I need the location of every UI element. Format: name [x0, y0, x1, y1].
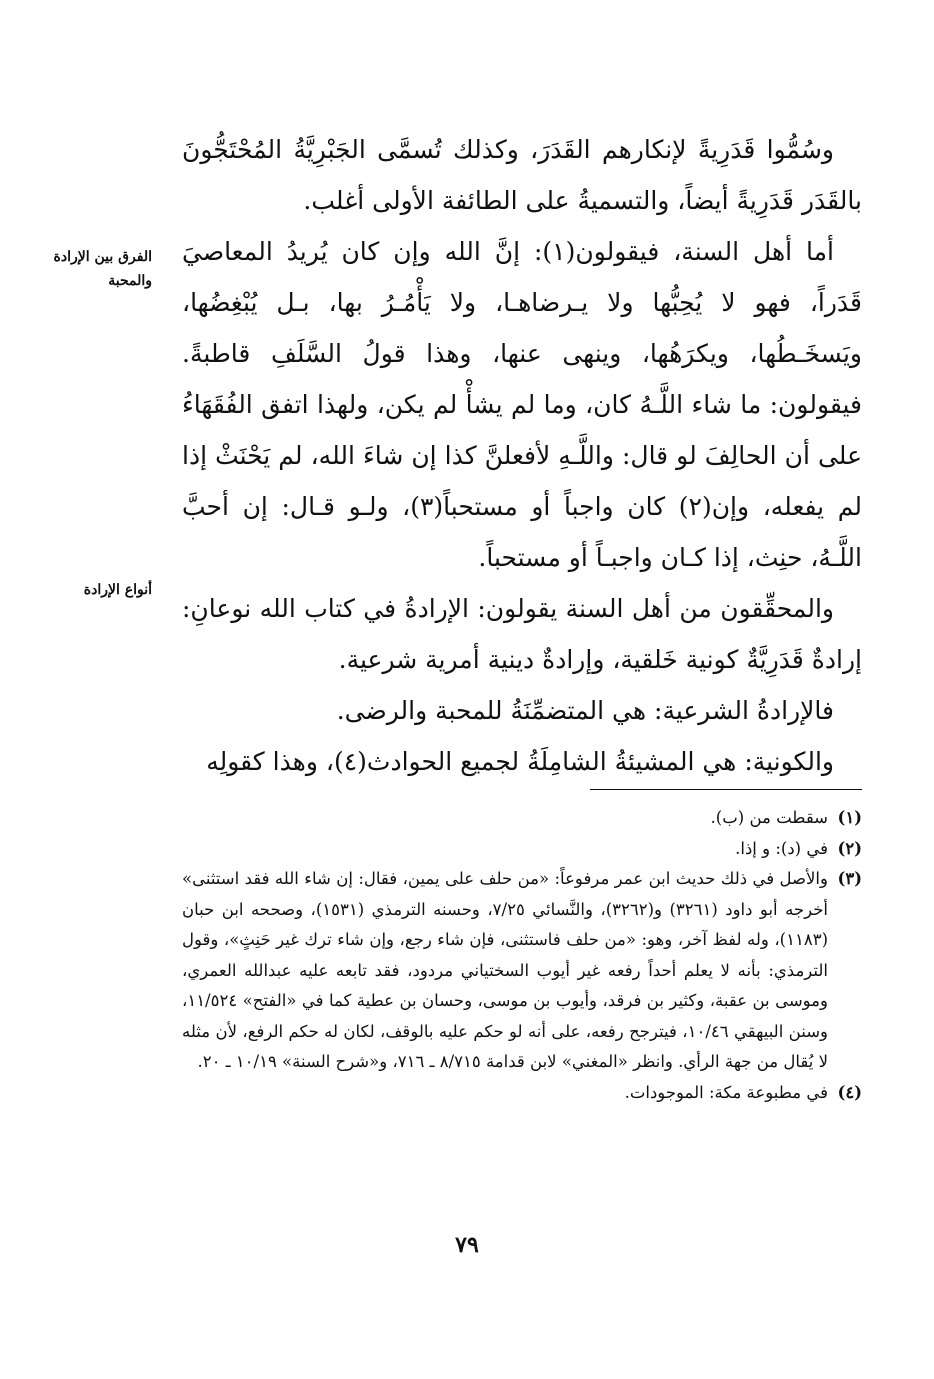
footnote-text: سقطت من (ب). [710, 808, 828, 827]
margin-note-difference: الفرق بين الإرادة والمحبة [53, 249, 152, 289]
footnote-number: (٣) [837, 869, 862, 888]
paragraph-4: فالإرادةُ الشرعية: هي المتضمِّنَةُ للمحبة والرضى. [336, 696, 834, 725]
paragraph-5: والكونية: هي المشيئةُ الشامِلَةُ لجميع الحوادث(٤)، وهذا كقولِه [206, 747, 834, 776]
footnote-text: في مطبوعة مكة: الموجودات. [624, 1082, 828, 1102]
page-number: ٧٩ [455, 1232, 479, 1258]
footnote-item [182, 803, 862, 834]
margin-note-types: أنواع الإرادة [83, 582, 152, 598]
footnote-item [182, 834, 862, 865]
paragraph-2: أما أهل السنة، فيقولون(١): إنَّ الله وإن كان يُريدُ المعاصيَ قَدَراً، فهو لا يُحِبُّها ولا يـرضاهـا، ولا يَأْمُـرُ بها، بـل يُبْغِضُها، ويَسخَـطُها، ويكرَهُها، وينهى عنها، وهذا قولُ السَّلَفِ قاطبةً. فيقولون: ما شاء اللَّـهُ كان، وما لم يشأْ لم يكن، ولهذا اتفق الفُقَهَاءُ على أن الحالِفَ لو قال: واللَّـهِ لأفعلنَّ كذا إن شاءَ الله، لم يَحْنَثْ إذا لم يفعله، وإن(٢) كان واجباً أو مستحباً(٣)، ولـو قـال: إن أحبَّ اللَّـهُ، حنِث، إذا كـان واجبـاً أو مستحباً. [182, 237, 862, 572]
main-text-block [182, 124, 862, 787]
footnote-item [182, 864, 862, 1078]
footnote-separator [590, 789, 862, 790]
footnote-text: والأصل في ذلك حديث ابن عمر مرفوعاً: «من حلف على يمين، فقال: إن شاء الله فقد استثنى» أخرجه أبو داود (٣٢٦١) و(٣٢٦٢)، والنَّسائي ٧/٢٥، وحسنه الترمذي (١٥٣١)، وصححه ابن حبان (١١٨٣)، وله لفظ آخر، وهو: «من حلف فاستثنى، فإن شاء رجع، وإن شاء ترك غير حَنِثٍ»، وقول الترمذي: بأنه لا يعلم أحداً رفعه غير أيوب السختياني مردود، فقد تابعه عليه عبدالله العمري، وموسى بن عقبة، وكثير بن فرقد، وأيوب بن موسى، وحسان بن عطية كما في «الفتح» ١١/٥٢٤، وسنن البيهقي ١٠/٤٦، فيترجح رفعه، على أنه لو حكم عليه بالوقف، لكان له حكم الرفع، لأن مثله لا يُقال من جهة الرأي. وانظر «المغني» لابن قدامة ٨/٧١٥ ـ ٧١٦، و«شرح السنة» ١٠/١٩ ـ ٢٠. [182, 869, 828, 1071]
paragraph-3: والمحقِّقون من أهل السنة يقولون: الإرادةُ في كتاب الله نوعانِ: إرادةٌ قَدَرِيَّةٌ كونية خَلقية، وإرادةٌ دينية أمرية شرعية. [182, 594, 862, 674]
footnote-item [182, 1078, 862, 1109]
paragraph-1: وسُمُّوا قَدَرِيةً لإنكارهم القَدَرَ، وكذلك تُسمَّى الجَبْرِيَّةُ المُحْتَجُّونَ بالقَدَر قَدَرِيةً أيضاً، والتسميةُ على الطائفة الأولى أغلب. [182, 135, 862, 215]
footnotes [182, 803, 862, 1108]
footnote-number: (٢) [837, 838, 862, 858]
footnote-number: (١) [837, 808, 862, 827]
footnote-number: (٤) [837, 1082, 862, 1102]
footnote-text: في (د): و إذا. [735, 838, 828, 858]
